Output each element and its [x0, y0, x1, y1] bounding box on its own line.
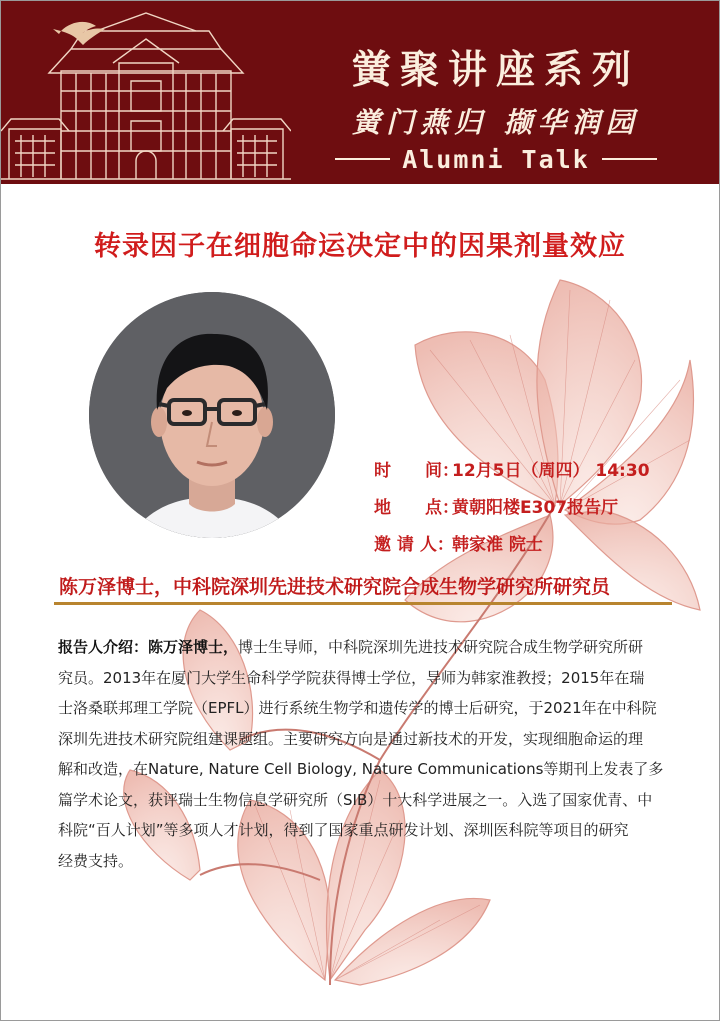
bio-line	[58, 632, 670, 663]
event-time-label: 时 间：	[374, 461, 459, 481]
subtitle-rule-right	[602, 158, 657, 160]
bio-line: 解和改造，在Nature, Nature Cell Biology, Nature Communications等期刊上发表了多	[58, 760, 664, 778]
subtitle-rule-left	[335, 158, 390, 160]
divider	[54, 602, 672, 605]
bird-icon	[53, 22, 105, 45]
event-host-value: 韩家淮 院士	[452, 535, 543, 555]
speaker-portrait	[89, 292, 335, 538]
event-host-label: 邀 请 人：	[374, 535, 454, 555]
subtitle-text: Alumni Talk	[402, 144, 590, 174]
event-place-value: 黄朝阳楼E307报告厅	[452, 498, 619, 518]
event-place-row	[374, 487, 650, 524]
series-motto: 黉门燕归 撷华润园	[352, 106, 640, 139]
event-time-value: 12月5日（周四） 14:30	[452, 461, 650, 481]
bio-line: 深圳先进技术研究院组建课题组。主要研究方向是通过新技术的开发，实现细胞命运的理	[58, 729, 644, 748]
alumni-talk-subtitle	[286, 144, 706, 174]
series-title: 黉聚讲座系列	[351, 47, 640, 93]
bio-line: 究员。2013年在厦门大学生命科学学院获得博士学位，导师为韩家淮教授；2015年在瑞	[58, 668, 645, 687]
bio-line: 士洛桑联邦理工学院（EPFL）进行系统生物学和遗传学的博士后研究，于2021年在中科院	[58, 699, 657, 717]
event-time-row	[374, 450, 650, 487]
speaker-bio	[58, 632, 670, 876]
event-place-label: 地 点：	[374, 498, 459, 518]
bio-lead: 报告人介绍：陈万泽博士，	[58, 638, 239, 656]
bio-line: 篇学术论文，获评瑞士生物信息学研究所（SIB）十大科学进展之一。入选了国家优青、中	[58, 790, 653, 809]
speaker-headline: 陈万泽博士，中科院深圳先进技术研究院合成生物学研究所研究员	[59, 576, 611, 598]
event-info	[374, 450, 650, 561]
event-host-row	[374, 524, 650, 561]
bio-line: 科院“百人计划”等多项人才计划，得到了国家重点研发计划、深圳医科院等项目的研究	[58, 821, 629, 839]
header-banner	[1, 1, 719, 184]
campus-building-illustration	[1, 1, 291, 184]
talk-title: 转录因子在细胞命运决定中的因果剂量效应	[94, 231, 626, 262]
bio-line: 经费支持。	[58, 851, 134, 870]
bio-line-text: 博士生导师，中科院深圳先进技术研究院合成生物学研究所研	[238, 638, 644, 656]
